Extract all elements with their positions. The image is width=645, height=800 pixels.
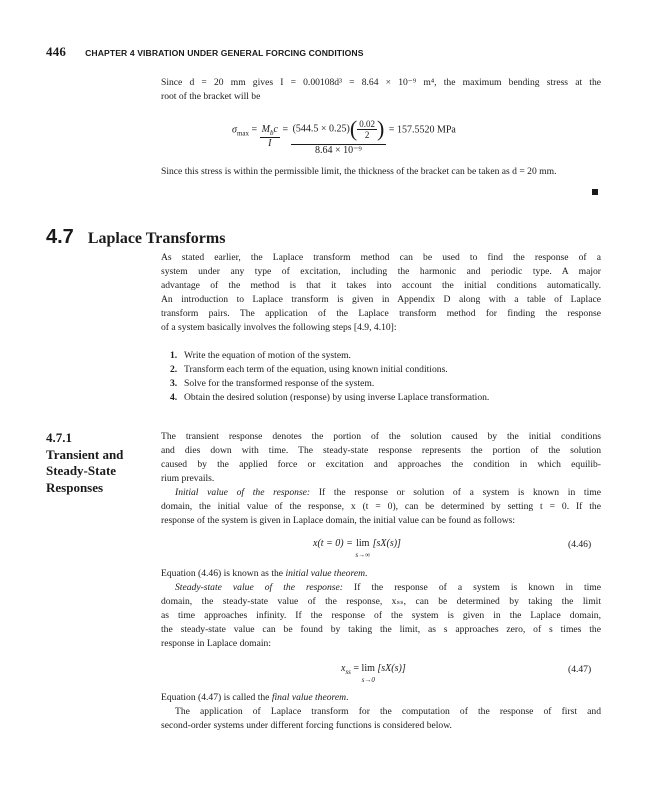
text-line: Equation (4.46) is known as the initial value theorem. [161,568,368,579]
subsection-title-line: Responses [46,479,104,495]
text-line: as time approaches infinity. If the response of the system is given in the Laplace domain, [161,610,601,621]
intro-paragraph [161,76,601,104]
text-line: domain, the initial value of the response, x (t = 0), can be determined by setting t = 0. If the [161,501,601,512]
half-thickness-numerator: 0.02 [359,118,375,129]
page-number: 446 [46,44,67,59]
text-line: An introduction to Laplace transform is given in Appendix D along with a table of Laplace [161,294,601,305]
list-item: 3. Solve for the transformed response of the system. [170,378,375,389]
text-line: caused by the applied force or excitation and approaches the condition in which equilib- [161,459,601,470]
text-line: of a system basically involves the following steps [4.9, 4.10]: [161,322,397,333]
text-line: rium prevails. [161,473,215,484]
subsection-title-line: Transient and [46,446,124,462]
theorem-447-sentence [161,691,601,705]
theorem-446-sentence [161,567,601,581]
section-paragraph [161,251,601,335]
text-line: Since d = 20 mm gives I = 0.00108d³ = 8.64 × 10⁻⁹ m⁴, the maximum bending stress at the [161,77,601,88]
moment-symbol: M [261,123,270,135]
stress-fraction: (544.5 × 0.25)( $\frac{0.02}{2}$ ) 8.64 × 10⁻⁹ [292,116,385,156]
list-item: 1. Write the equation of motion of the system. [170,350,351,361]
sigma-subscript: max [236,129,249,138]
text-line: Since this stress is within the permissible limit, the thickness of the bracket can be taken as d = 20 mm. [161,166,557,177]
subsection-title-line: Steady-State [46,463,117,478]
moment-subscript: b [269,128,274,137]
subsection-number: 4.7.1 [46,430,72,445]
theorem-name: final value theorem [271,692,347,703]
steps-list [170,349,489,405]
lim-argument: [sX(s)] [372,538,401,549]
text-line: response of the system is given in Laplace domain, the initial value can be found as follows: [161,515,516,526]
list-item: 2. Transform each term of the equation, using known initial conditions. [170,364,448,375]
text-line: The application of Laplace transform for the computation of the response of first and [175,706,601,717]
text-line: Equation (4.47) is called the final value theorem. [161,692,349,703]
inertia-value: 8.64 × 10⁻⁹ [314,145,362,156]
equals-sign: = [282,124,289,136]
c-symbol: c [273,123,278,135]
lim-operator: lim [361,663,375,674]
equals-sign: = [251,124,258,136]
lim-argument: [sX(s)] [377,663,406,674]
end-of-example-square [592,189,598,195]
equation-4-46 [313,538,401,561]
eq-lhs: x(t = 0) = [313,538,356,549]
text-line: As stated earlier, the Laplace transform method can be used to find the response of a [161,252,601,263]
text-line: the steady-state value can be found by taking the limit, as s approaches zero, of s times the [161,624,601,635]
steady-state-paragraph [161,581,601,651]
text-line: response in Laplace domain: [161,638,272,649]
equation-number: (4.46) [568,539,592,550]
equals-sign: = [388,124,395,136]
stress-equation [232,110,456,156]
text-line: system under any type of excitation, including the harmonic and periodic type. A major [161,266,601,277]
text-line: advantage of the method is that it takes into account the initial conditions automatically. [161,280,601,291]
subsection-heading [46,430,123,496]
text-line: domain, the steady-state value of the response, xₛₛ, can be determined by taking the limit [161,596,601,607]
conclusion-paragraph [161,165,601,179]
eq-lhs: x [341,663,346,674]
theorem-name: initial value theorem [285,568,366,579]
section-heading [46,226,225,249]
text-line: Steady-state value of the response: If the response of a system is known in time [175,582,601,593]
text-line: Initial value of the response: If the response or solution of a system is known in time [175,487,601,498]
eq-lhs-subscript: ss [345,668,351,676]
steady-state-lead: Steady-state value of the response: [175,582,343,593]
chapter-title: CHAPTER 4 VIBRATION UNDER GENERAL FORCING CONDITIONS [85,48,364,58]
text-line: The transient response denotes the portion of the solution caused by the initial conditions [161,431,601,442]
equals-sign: = [350,663,362,674]
text-line: second-order systems under different forcing functions is considered below. [161,720,452,731]
section-number: 4.7 [46,226,74,248]
section-title: Laplace Transforms [87,230,226,247]
lim-subscript: s→∞ [355,551,371,559]
text-line: root of the bracket will be [161,91,261,102]
initial-value-lead: Initial value of the response: [175,487,311,498]
lim-subscript: s→0 [361,676,375,684]
stress-result: 157.5520 MPa [396,124,456,136]
inertia-symbol: I [268,137,272,149]
equation-number: (4.47) [568,664,592,675]
mbc-over-i-fraction [260,124,280,149]
initial-value-paragraph [161,486,601,528]
transient-paragraph [161,430,601,486]
equation-4-47 [341,663,406,686]
load-product: (544.5 × 0.25) [292,123,350,135]
half-thickness-denominator: 2 [364,129,370,140]
text-line: transform pairs. The application of the Laplace transform method for finding the response [161,308,601,319]
lim-operator: lim [356,538,370,549]
list-item: 4. Obtain the desired solution (response) by using inverse Laplace transformation. [170,392,490,403]
final-paragraph [161,705,601,733]
text-line: and dies down with time. The steady-state response represents the portion of the solution [161,445,601,456]
running-head [46,44,364,60]
sigma-symbol: σ [232,124,237,136]
